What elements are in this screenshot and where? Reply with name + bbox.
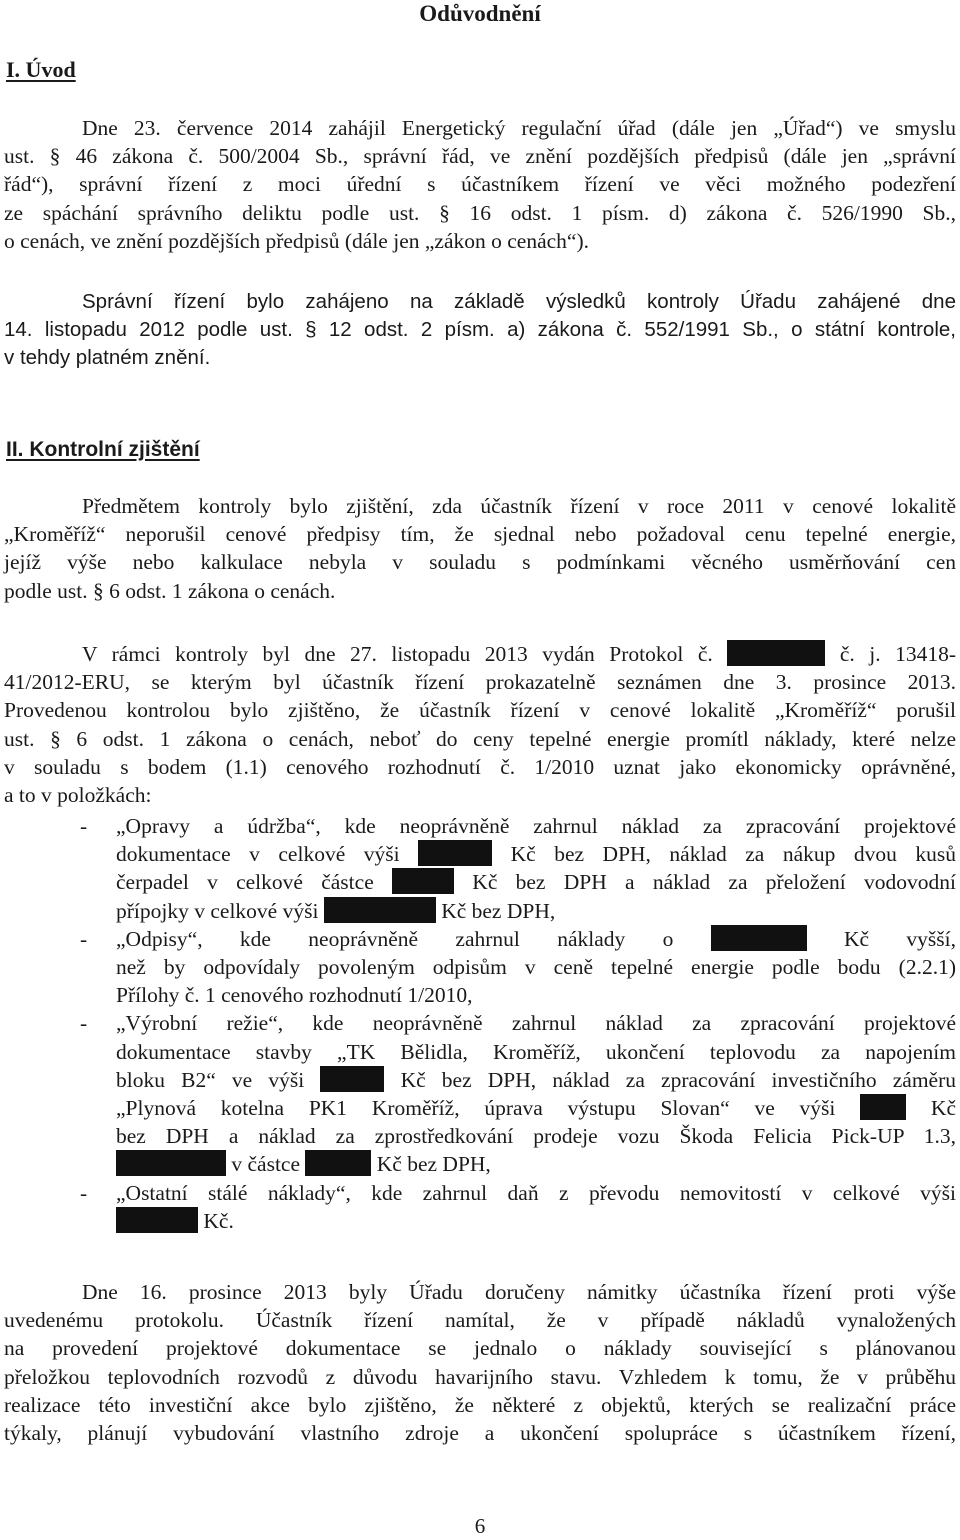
text-line: [116, 1094, 956, 1122]
findings-paragraph-3: [4, 1278, 956, 1447]
text-line: [116, 897, 956, 925]
text-line: uvedenému protokolu. Účastník řízení namítal, že v případě nákladů vynaložených: [4, 1308, 956, 1333]
list-dash: -: [80, 1011, 88, 1036]
text-line: ust. § 6 odst. 1 zákona o cenách, neboť do ceny tepelné energie promítl náklady, které nelze: [4, 726, 956, 751]
list-item: [80, 925, 956, 1010]
redaction-block: [418, 840, 492, 866]
list-dash: -: [80, 1180, 88, 1205]
text-line: řád“), správní řízení z moci úřední s účastníkem řízení ve věci možného podezření: [4, 172, 956, 197]
text-fragment: č. j. 13418-: [839, 642, 957, 666]
redaction-block: [305, 1150, 371, 1176]
text-line: [116, 1066, 956, 1094]
text-line: ust. § 46 zákona č. 500/2004 Sb., správní řád, ve znění pozdějších předpisů (dále jen „správní: [4, 144, 956, 169]
findings-list: [80, 812, 956, 1235]
list-item: [80, 812, 956, 925]
findings-paragraph-2: [4, 640, 956, 809]
text-line: přeložkou teplovodních rozvodů z důvodu havarijního stavu. Vzhledem k tomu, že v průběhu: [4, 1364, 956, 1389]
text-line: týkaly, plánují vybudování vlastního zdroje a ukončení spolupráce s účastníkem řízení,: [4, 1421, 956, 1446]
redaction-block: [116, 1207, 198, 1233]
redaction-block: [860, 1094, 906, 1120]
intro-paragraph-2: [4, 288, 956, 373]
redaction-block: [711, 925, 807, 951]
text-line: [116, 1150, 956, 1178]
text-line: „Ostatní stálé náklady“, kde zahrnul daň z převodu nemovitostí v celkové výši: [116, 1180, 956, 1205]
page-number: 6: [474, 1514, 486, 1538]
text-fragment: čerpadel v celkové částce: [116, 870, 374, 895]
text-line: [4, 640, 956, 668]
text-fragment: dokumentace v celkové výši: [116, 842, 400, 867]
redaction-block: [320, 1066, 384, 1092]
text-line: Provedenou kontrolou bylo zjištěno, že účastník řízení v cenové lokalitě „Kroměříž“ porušil: [4, 698, 956, 723]
text-fragment: Kč bez DPH,: [441, 898, 556, 923]
text-line: [116, 925, 956, 953]
text-line: v tehdy platném znění.: [4, 346, 211, 370]
text-fragment: „Plynová kotelna PK1 Kroměříž, úprava výstupu Slovan“ ve výši: [116, 1096, 836, 1121]
text-line: ze spáchání správního deliktu podle ust. § 16 odst. 1 písm. d) zákona č. 526/1990 Sb.,: [4, 200, 956, 225]
text-line: [116, 1207, 956, 1235]
text-line: než by odpovídaly povoleným odpisům v ceně tepelné energie podle bodu (2.2.1): [116, 955, 956, 980]
text-fragment: přípojky v celkové výši: [116, 898, 319, 923]
text-line: „Opravy a údržba“, kde neoprávněně zahrnul náklad za zpracování projektové: [116, 814, 956, 838]
text-fragment: Kč bez DPH, náklad za zpracování investičního záměru: [400, 1067, 957, 1092]
text-fragment: v částce: [231, 1152, 301, 1177]
text-line: [116, 868, 956, 896]
text-line: v souladu s bodem (1.1) cenového rozhodnutí č. 1/2010 uznat jako ekonomicky oprávněné,: [4, 754, 956, 779]
text-line: bez DPH a náklad za zprostředkování prodeje vozu Škoda Felicia Pick-UP 1.3,: [116, 1124, 956, 1149]
text-line: Předmětem kontroly bylo zjištění, zda účastník řízení v roce 2011 v cenové lokalitě: [82, 494, 956, 518]
text-line: dokumentace stavby „TK Bělidla, Kroměříž, ukončení teplovodu za napojením: [116, 1039, 956, 1064]
document-title: Odůvodnění: [419, 1, 541, 26]
text-fragment: bloku B2“ ve výši: [116, 1067, 305, 1092]
text-line: podle ust. § 6 odst. 1 zákona o cenách.: [4, 578, 336, 603]
text-line: o cenách, ve znění pozdějších předpisů (dále jen „zákon o cenách“).: [4, 228, 589, 253]
text-line: 14. listopadu 2012 podle ust. § 12 odst. 2 písm. a) zákona č. 552/1991 Sb., o státní kontrole,: [4, 318, 956, 342]
text-line: [116, 840, 956, 868]
list-dash: -: [80, 814, 88, 838]
text-line: na provedení projektové dokumentace se jednalo o náklady související s plánovanou: [4, 1336, 956, 1361]
intro-paragraph-1: [4, 114, 956, 255]
redaction-block: [116, 1150, 226, 1176]
text-fragment: Kč bez DPH, náklad za nákup dvou kusů: [510, 842, 957, 867]
text-line: Dne 16. prosince 2013 byly Úřadu doručeny námitky účastníka řízení proti výše: [82, 1280, 956, 1304]
list-item: [80, 1009, 956, 1178]
redaction-block: [324, 897, 436, 923]
text-line: jejíž výše nebo kalkulace nebyla v souladu s podmínkami věcného usměrňování cen: [4, 550, 956, 575]
text-line: 41/2012-ERU, se kterým byl účastník řízení prokazatelně seznámen dne 3. prosince 2013.: [4, 670, 956, 695]
list-item: [80, 1179, 956, 1235]
redaction-block: [392, 868, 454, 894]
text-fragment: Kč vyšší,: [844, 926, 956, 951]
section-heading-intro: I. Úvod: [6, 57, 76, 82]
text-line: Přílohy č. 1 cenového rozhodnutí 1/2010,: [116, 983, 473, 1008]
findings-paragraph-1: [4, 492, 956, 605]
text-line: a to v položkách:: [4, 783, 152, 808]
text-line: „Výrobní režie“, kde neoprávněně zahrnul náklad za zpracování projektové: [116, 1011, 956, 1036]
text-line: „Kroměříž“ neporušil cenové předpisy tím, že sjednal nebo požadoval cenu tepelné energie,: [4, 522, 956, 547]
text-fragment: Kč.: [203, 1208, 234, 1233]
redaction-block: [727, 640, 825, 666]
text-fragment: „Odpisy“, kde neoprávněně zahrnul náklady o: [116, 926, 674, 951]
text-fragment: V rámci kontroly byl dne 27. listopadu 2013 vydán Protokol č.: [82, 642, 713, 666]
text-line: realizace této investiční akce bylo zjištěno, že některé z objektů, kterých se realizační práce: [4, 1392, 956, 1417]
section-heading-findings: II. Kontrolní zjištění: [6, 438, 200, 461]
text-fragment: Kč bez DPH a náklad za přeložení vodovodní: [472, 870, 957, 895]
list-dash: -: [80, 926, 88, 951]
text-fragment: Kč: [930, 1096, 956, 1121]
text-line: Dne 23. července 2014 zahájil Energetický regulační úřad (dále jen „Úřad“) ve smyslu: [82, 116, 956, 140]
text-line: Správní řízení bylo zahájeno na základě výsledků kontroly Úřadu zahájené dne: [82, 290, 956, 313]
text-fragment: Kč bez DPH,: [376, 1152, 491, 1177]
